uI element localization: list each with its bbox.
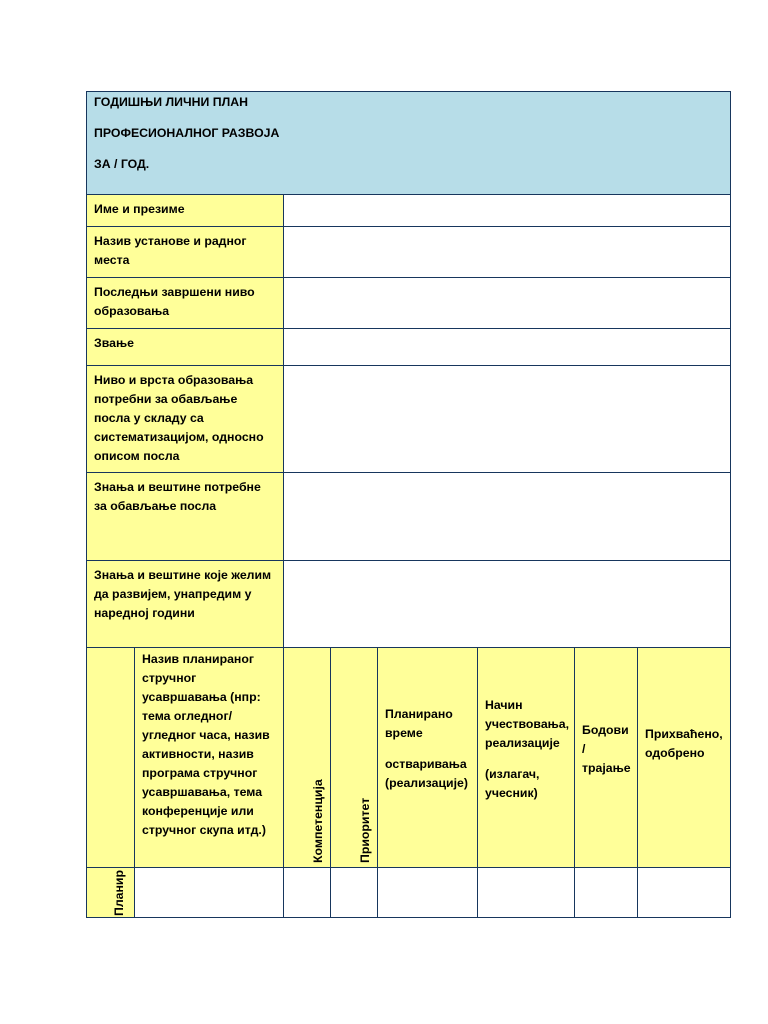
participation-line-2: (излагач, учесник) — [485, 767, 540, 800]
plan-cell-planned-time[interactable] — [377, 867, 478, 918]
field-label-name: Име и презиме — [86, 194, 284, 227]
competence-header-label: Компетенција — [311, 779, 325, 863]
plan-cell-approved[interactable] — [637, 867, 731, 918]
form-title-line-3: ЗА / ГОД. — [94, 157, 150, 171]
participation-line-1: Начин учествовања, реализације — [485, 698, 570, 750]
plan-cell-training-name[interactable] — [134, 867, 284, 918]
plan-header-points-duration: Бодови / трајање — [574, 647, 638, 868]
field-label-education-level: Последњи завршени ниво образовања — [86, 277, 284, 329]
plan-cell-competence[interactable] — [283, 867, 331, 918]
field-value-education-level[interactable] — [283, 277, 731, 329]
plan-cell-priority[interactable] — [330, 867, 378, 918]
plan-header-approved: Прихваћено, одобрено — [637, 647, 731, 868]
plan-header-participation — [477, 647, 575, 868]
planned-time-line-1: Планирано време — [385, 707, 453, 740]
field-value-name[interactable] — [283, 194, 731, 227]
field-value-title[interactable] — [283, 328, 731, 366]
planned-time-line-2: остваривања (реализације) — [385, 757, 468, 790]
plan-header-training-name: Назив планираног стручног усавршавања (нпр: тема огледног/угледног часа, назив активности, назив програма стручног усавршавања, тема конференције или стручног скупа итд.) — [134, 647, 284, 868]
field-label-title: Звање — [86, 328, 284, 366]
plan-cell-points-duration[interactable] — [574, 867, 638, 918]
field-value-institution-position[interactable] — [283, 226, 731, 278]
plan-header-planned-time — [377, 647, 478, 868]
field-label-institution-position: Назив установе и радног места — [86, 226, 284, 278]
plan-header-competence — [283, 647, 331, 868]
plan-row-label: Планир — [112, 870, 126, 916]
plan-row-label-cell — [86, 867, 135, 918]
field-label-required-skills: Знања и вештине потребне за обављање посла — [86, 472, 284, 561]
plan-cell-participation[interactable] — [477, 867, 575, 918]
form-title-block — [86, 91, 731, 195]
plan-header-priority — [330, 647, 378, 868]
field-label-skills-to-develop: Знања и вештине које желим да развијем, унапредим у наредној години — [86, 560, 284, 648]
field-value-skills-to-develop[interactable] — [283, 560, 731, 648]
form-title-line-2: ПРОФЕСИОНАЛНОГ РАЗВОЈА — [94, 126, 280, 140]
form-title-line-1: ГОДИШЊИ ЛИЧНИ ПЛАН — [94, 95, 248, 109]
priority-header-label: Приоритет — [358, 797, 372, 863]
field-value-required-education[interactable] — [283, 365, 731, 473]
plan-header-row-label-cell — [86, 647, 135, 868]
field-value-required-skills[interactable] — [283, 472, 731, 561]
field-label-required-education: Ниво и врста образовања потребни за обављање посла у складу са систематизацијом, односно описом посла — [86, 365, 284, 473]
